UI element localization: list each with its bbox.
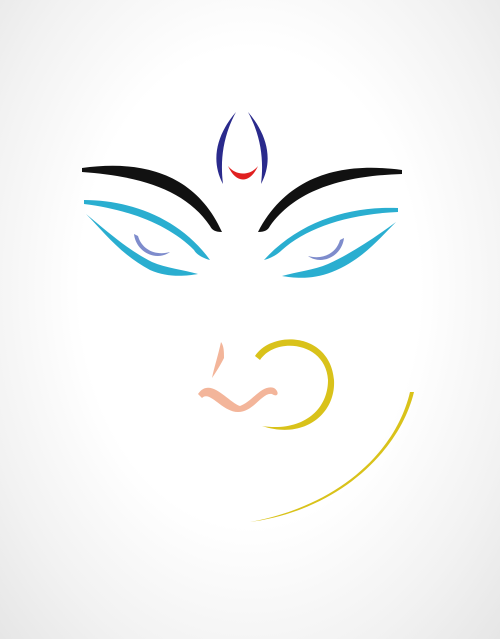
left-eye-lid: [134, 234, 170, 256]
tilak-red-dot: [228, 166, 258, 180]
nose-bridge: [212, 342, 224, 378]
cheek-outline: [250, 392, 414, 522]
right-eye-upper-liner: [264, 208, 398, 260]
nose-ring: [255, 339, 334, 429]
right-eye-lid: [308, 238, 344, 260]
tilak-mark: [216, 112, 267, 184]
nose-base: [198, 387, 278, 412]
right-eye: [264, 208, 398, 278]
left-eye: [84, 200, 210, 276]
left-eyebrow: [82, 166, 222, 232]
